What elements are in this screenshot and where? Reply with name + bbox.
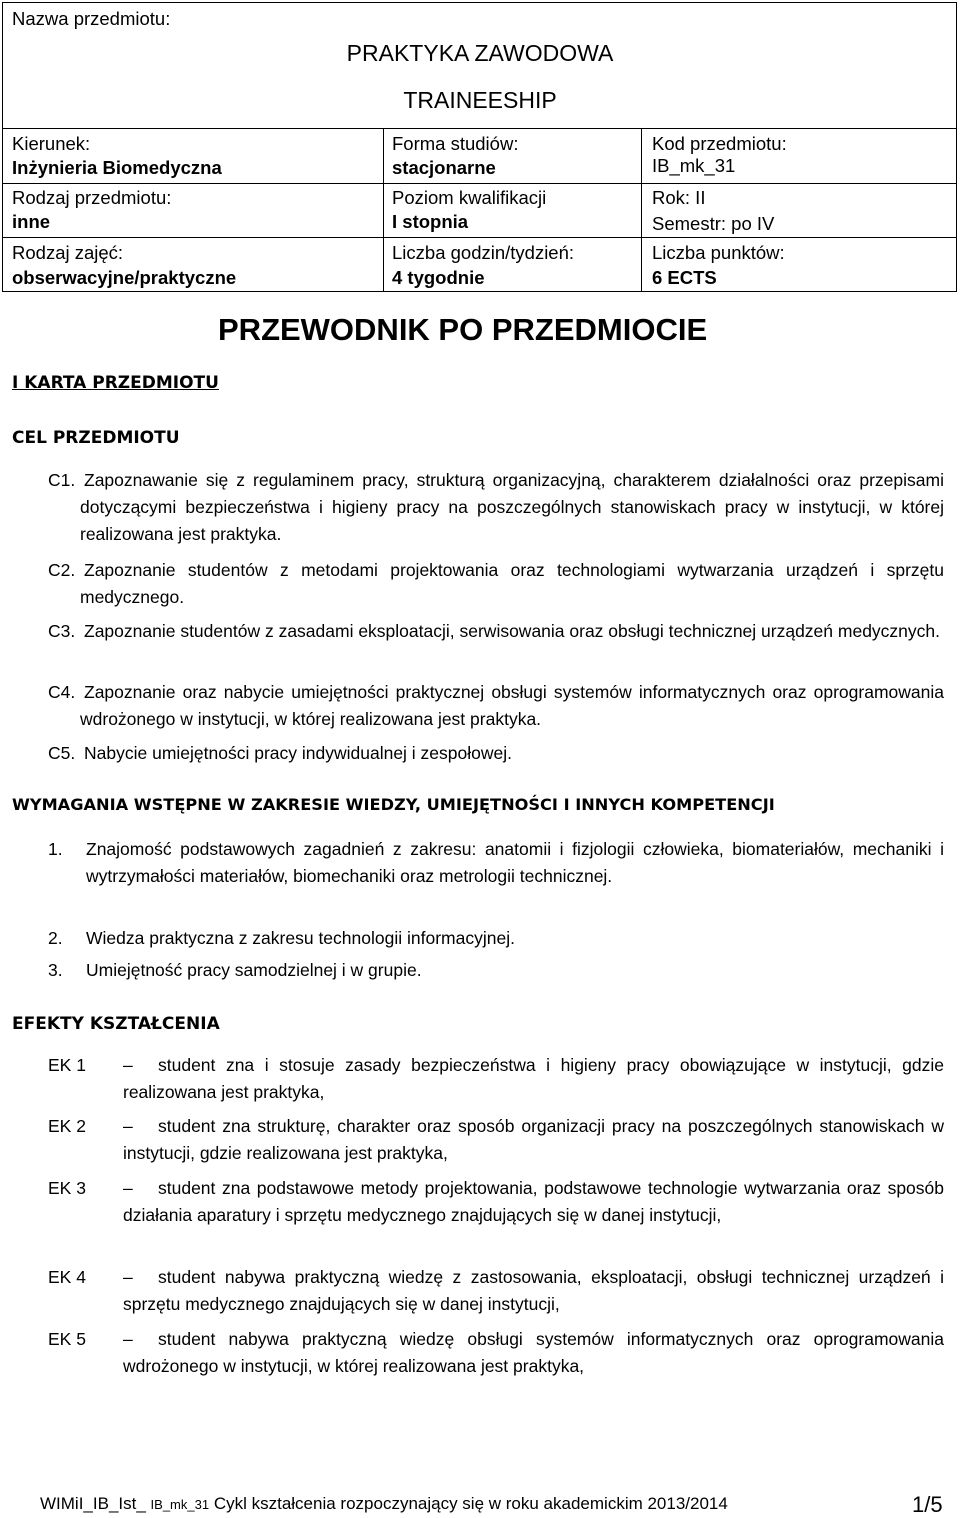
ek-dash: – [123, 1055, 133, 1075]
semestr-value: Semestr: po IV [652, 213, 775, 234]
ek-dash: – [123, 1329, 133, 1349]
ek-id: EK 2 [48, 1116, 86, 1136]
footer-text: Cykl kształcenia rozpoczynający się w roku akademickim 2013/2014 [213, 1494, 728, 1513]
cel-id: C2. [48, 560, 76, 580]
row-divider [641, 183, 957, 184]
wymaganie-id: 1. [48, 839, 63, 859]
rodzaj-zajec-value: obserwacyjne/praktyczne [12, 267, 237, 288]
karta-heading: I KARTA PRZEDMIOTU [12, 373, 219, 393]
row-divider [641, 237, 957, 238]
ek-text: student zna i stosuje zasady bezpieczeństwa i higieny pracy obowiązujące w instytucji, gdzie realizowana jest praktyka, [123, 1055, 944, 1102]
rodzaj-zajec-label: Rodzaj zajęć: [12, 242, 124, 263]
cel-item [48, 618, 944, 645]
efekty-heading: EFEKTY KSZTAŁCENIA [12, 1014, 220, 1034]
cel-text: Zapoznanie oraz nabycie umiejętności praktycznej obsługi systemów informatycznych oraz oprogramowania wdrożonego w instytucji, w której realizowana jest praktyka. [80, 682, 944, 729]
rodzaj-przedmiotu-label: Rodzaj przedmiotu: [12, 187, 172, 208]
kierunek-label: Kierunek: [12, 133, 91, 154]
ek-id: EK 1 [48, 1055, 86, 1075]
wymaganie-item [48, 957, 944, 984]
punkty-label: Liczba punktów: [652, 242, 785, 263]
footer-code: IB_mk_31 [150, 1497, 210, 1512]
cel-text: Zapoznanie studentów z metodami projektowania oraz technologiami wytwarzania urządzeń i sprzętu medycznego. [80, 560, 944, 607]
ek-item [123, 1052, 944, 1106]
rodzaj-przedmiotu-value: inne [12, 211, 51, 232]
row-divider [383, 237, 642, 238]
wymaganie-id: 3. [48, 960, 63, 980]
wymaganie-id: 2. [48, 928, 63, 948]
cel-text: Zapoznanie studentów z zasadami eksploatacji, serwisowania oraz obsługi technicznej urządzeń medycznych. [84, 621, 941, 641]
cel-id: C1. [48, 470, 76, 490]
wymaganie-text: Wiedza praktyczna z zakresu technologii informacyjnej. [86, 928, 515, 948]
table-divider [2, 128, 957, 129]
cel-text: Zapoznawanie się z regulaminem pracy, strukturą organizacyjną, charakterem działalności oraz przepisami dotyczącymi bezpieczeństwa i higieny pracy na poszczególnych stanowiskach pracy w instytucji, w której realizowana jest praktyka. [80, 470, 944, 544]
forma-studiow-label: Forma studiów: [392, 133, 519, 154]
ek-item [123, 1264, 944, 1318]
table-border-top [2, 2, 957, 3]
cel-item [48, 557, 944, 611]
liczba-godzin-label: Liczba godzin/tydzień: [392, 242, 575, 263]
wymaganie-text: Umiejętność pracy samodzielnej i w grupie. [86, 960, 422, 980]
ek-text: student nabywa praktyczną wiedzę z zastosowania, eksploatacji, obsługi technicznej urządzeń i sprzętu medycznego znajdujących się w danej instytucji, [123, 1267, 944, 1314]
ek-id: EK 4 [48, 1267, 86, 1287]
ek-id: EK 3 [48, 1178, 86, 1198]
cel-item [48, 740, 944, 767]
wymagania-heading: WYMAGANIA WSTĘPNE W ZAKRESIE WIEDZY, UMIEJĘTNOŚCI I INNYCH KOMPETENCJI [12, 795, 775, 814]
nazwa-label: Nazwa przedmiotu: [12, 8, 171, 29]
ek-dash: – [123, 1116, 133, 1136]
ek-item [123, 1113, 944, 1167]
ek-item [123, 1326, 944, 1380]
poziom-label: Poziom kwalifikacji [392, 187, 547, 208]
wymaganie-item [48, 836, 944, 890]
kierunek-value: Inżynieria Biomedyczna [12, 157, 222, 178]
liczba-godzin-value: 4 tygodnie [392, 267, 485, 288]
table-border-bottom [2, 291, 957, 292]
punkty-value: 6 ECTS [652, 267, 717, 288]
cel-item [48, 679, 944, 733]
ek-id: EK 5 [48, 1329, 86, 1349]
ek-text: student zna podstawowe metody projektowania, podstawowe technologie wytwarzania oraz sposób działania aparatury i sprzętu medycznego znajdujących się w danej instytucji, [123, 1178, 944, 1225]
guide-title: PRZEWODNIK PO PRZEDMIOCIE [218, 312, 708, 347]
rok-value: Rok: II [652, 187, 706, 208]
kod-label: Kod przedmiotu: [652, 133, 787, 154]
row-divider [2, 237, 384, 238]
wymaganie-text: Znajomość podstawowych zagadnień z zakresu: anatomii i fizjologii człowieka, biomateriałów, mechaniki i wytrzymałości materiałów, biomechaniki oraz metrologii technicznej. [86, 839, 944, 886]
course-title: PRAKTYKA ZAWODOWA [346, 40, 614, 66]
page-number: 1/5 [912, 1492, 943, 1517]
cel-id: C3. [48, 621, 76, 641]
table-col-divider-1 [383, 128, 384, 292]
row-divider [383, 183, 642, 184]
cel-item [48, 467, 944, 548]
row-divider [2, 183, 384, 184]
cel-id: C4. [48, 682, 76, 702]
ek-dash: – [123, 1267, 133, 1287]
forma-studiow-value: stacjonarne [392, 157, 496, 178]
kod-value: IB_mk_31 [652, 155, 736, 176]
table-col-divider-2 [641, 128, 642, 292]
wymaganie-item [48, 925, 944, 952]
footer-prefix: WIMiI_IB_Ist_ [40, 1494, 146, 1513]
ek-text: student nabywa praktyczną wiedzę obsługi systemów informatycznych oraz oprogramowania wdrożonego w instytucji, w której realizowana jest praktyka, [123, 1329, 944, 1376]
poziom-value: I stopnia [392, 211, 469, 232]
cel-text: Nabycie umiejętności pracy indywidualnej i zespołowej. [84, 743, 512, 763]
cel-heading: CEL PRZEDMIOTU [12, 428, 180, 448]
ek-item [123, 1175, 944, 1229]
cel-id: C5. [48, 743, 76, 763]
ek-text: student zna strukturę, charakter oraz sposób organizacji pracy na poszczególnych stanowiskach w instytucji, gdzie realizowana jest praktyka, [123, 1116, 944, 1163]
footer-line [40, 1493, 728, 1516]
ek-dash: – [123, 1178, 133, 1198]
course-subtitle: TRAINEESHIP [403, 87, 557, 113]
